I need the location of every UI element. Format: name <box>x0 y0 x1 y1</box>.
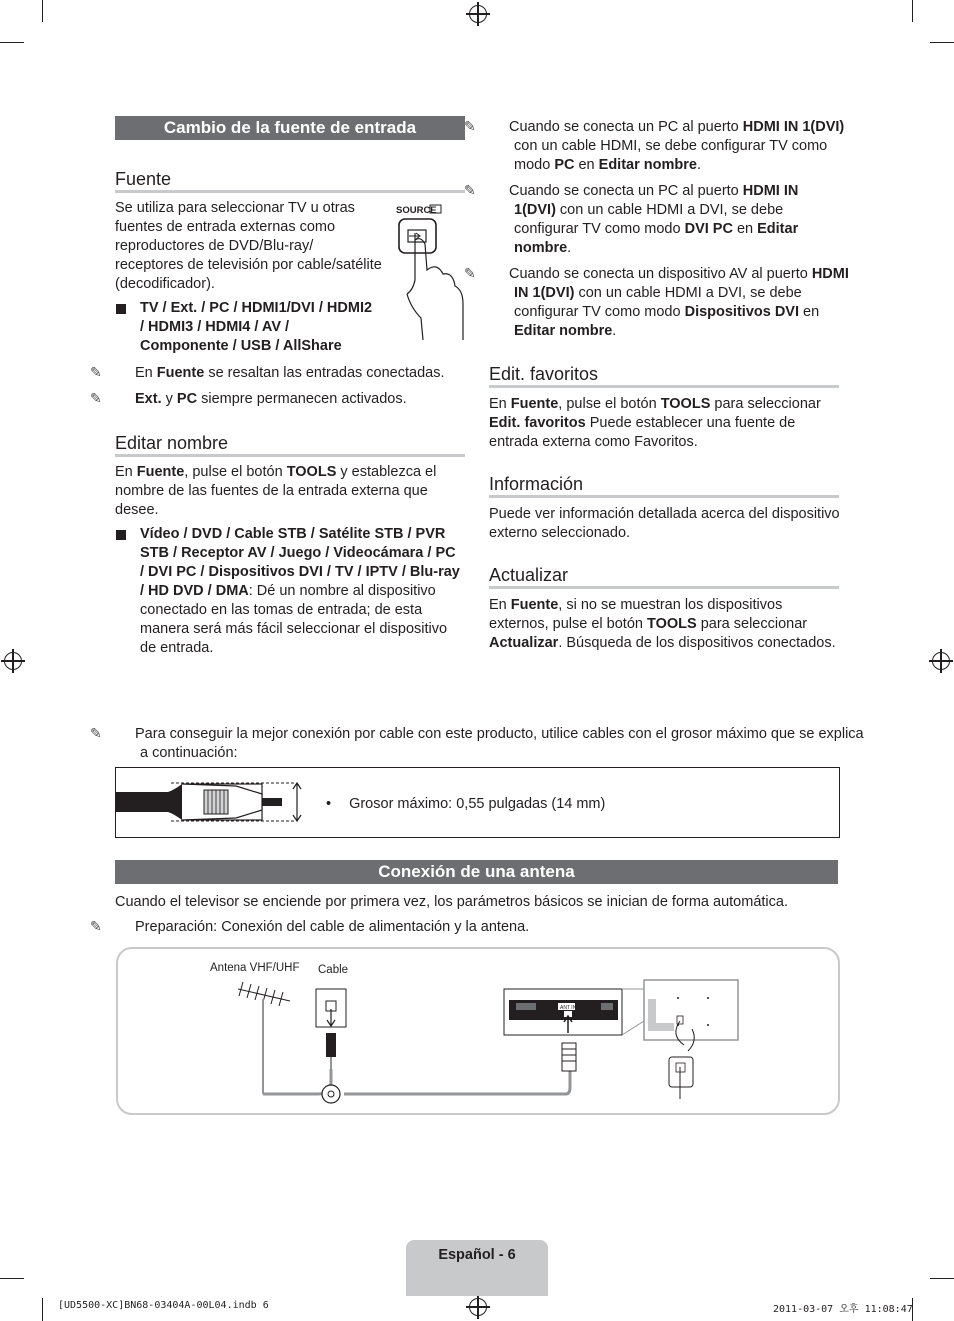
actualizar-description: En Fuente, si no se muestran los dispositivos externos, pulse el botón TOOLS para seleccionar Actualizar. Búsqueda de los dispositivos conectados. <box>489 597 836 651</box>
list-bullet <box>116 304 126 314</box>
label-antena-vhf-uhf: Antena VHF/UHF <box>210 962 300 974</box>
subheading-fuente: Fuente <box>115 169 172 189</box>
tv-back-icon <box>622 980 738 1099</box>
editar-list: Vídeo / DVD / Cable STB / Satélite STB / PVR STB / Receptor AV / Juego / Videocámara / PC / DVI PC / Dispositivos DVI / TV / IPTV / Blu-ray / HD DVD / DMA: Dé un nombre al dispositivo conectado en las tomas de entrada; de esta manera será más fácil seleccionar el dispositivo de entrada. <box>140 526 460 656</box>
subheading-edit-favoritos: Edit. favoritos <box>489 364 599 384</box>
section-title-conexion-antena: Conexión de una antena <box>115 860 838 884</box>
page-number: Español - 6 <box>438 1247 516 1263</box>
note-entradas-conectadas: ✎ En Fuente se resaltan las entradas conectadas. <box>90 364 445 381</box>
note-cable-grosor: ✎ Para conseguir la mejor conexión por cable con este producto, utilice cables con el grosor máximo que se explica a continuación: <box>90 725 864 761</box>
note-preparacion: ✎ Preparación: Conexión del cable de alimentación y la antena. <box>90 918 530 935</box>
antenna-connection-diagram <box>116 947 840 1115</box>
favoritos-description: En Fuente, pulse el botón TOOLS para seleccionar Edit. favoritos Puede establecer una fuente de entrada externa como Favoritos. <box>489 396 821 450</box>
note-ext-pc: ✎ Ext. y PC siempre permanecen activados. <box>90 390 407 407</box>
footer-file-info: [UD5500-XC]BN68-03404A-00L04.indb 6 <box>58 1300 269 1311</box>
pencil-note-icon: ✎ <box>90 364 102 380</box>
ant-in-label: ANT IN <box>560 1005 577 1011</box>
list-bullet <box>116 530 126 540</box>
pencil-note-icon: ✎ <box>464 118 476 134</box>
rule <box>115 190 465 193</box>
rule <box>489 495 839 498</box>
rule <box>115 454 465 457</box>
section-title-cambio-fuente: Cambio de la fuente de entrada <box>115 116 465 140</box>
pencil-note-icon: ✎ <box>90 725 102 741</box>
registration-mark-right <box>932 652 950 670</box>
fuente-list: TV / Ext. / PC / HDMI1/DVI / HDMI2 / HDMI3 / HDMI4 / AV / Componente / USB / AllShare <box>140 300 373 354</box>
pencil-note-icon: ✎ <box>90 918 102 934</box>
connector-junction <box>322 1085 340 1103</box>
antenna-icon <box>238 982 290 1094</box>
registration-mark-left <box>4 652 22 670</box>
label-cable: Cable <box>318 964 349 976</box>
source-button-illustration <box>393 200 465 340</box>
cable-spec: • Grosor máximo: 0,55 pulgadas (14 mm) <box>326 796 606 812</box>
informacion-description: Puede ver información detallada acerca del dispositivo externo seleccionado. <box>489 506 840 541</box>
wall-outlet-icon <box>316 989 346 1069</box>
cable-thickness-box <box>115 767 840 838</box>
cable-illustration <box>116 768 316 837</box>
pencil-note-icon: ✎ <box>464 265 476 281</box>
fuente-description: Se utiliza para seleccionar TV u otras fuentes de entrada externas como reproductores de DVD/Blu-ray/ receptores de televisión por cable/satélite (decodificador). <box>115 200 382 292</box>
rule <box>489 586 839 589</box>
editar-description: En Fuente, pulse el botón TOOLS y establezca el nombre de las fuentes de la entrada externa que desee. <box>115 464 437 518</box>
tv-rear-panel <box>504 989 622 1071</box>
antena-description: Cuando el televisor se enciende por primera vez, los parámetros básicos se inician de forma automática. <box>115 894 788 910</box>
registration-mark-bottom <box>469 1298 487 1316</box>
note-hdmi-dvi-av: ✎ Cuando se conecta un dispositivo AV al puerto HDMI IN 1(DVI) con un cable HDMI a DVI, se debe configurar TV como modo Dispositivos DVI en Editar nombre. <box>464 265 849 339</box>
note-hdmi-dvi-pc: ✎ Cuando se conecta un PC al puerto HDMI IN 1(DVI) con un cable HDMI a DVI, se debe configurar TV como modo DVI PC en Editar nombre. <box>464 182 799 256</box>
footer-timestamp: 2011-03-07 오후 11:08:47 <box>773 1304 913 1315</box>
pencil-note-icon: ✎ <box>464 182 476 198</box>
source-button-label: SOURCE <box>396 205 437 216</box>
subheading-editar-nombre: Editar nombre <box>115 433 229 453</box>
note-hdmi-pc: ✎ Cuando se conecta un PC al puerto HDMI IN 1(DVI) con un cable HDMI, se debe configurar TV como modo PC en Editar nombre. <box>464 118 845 173</box>
subheading-actualizar: Actualizar <box>489 565 569 585</box>
rule <box>489 385 839 388</box>
registration-mark-top <box>469 5 487 23</box>
pencil-note-icon: ✎ <box>90 390 102 406</box>
subheading-informacion: Información <box>489 474 584 494</box>
